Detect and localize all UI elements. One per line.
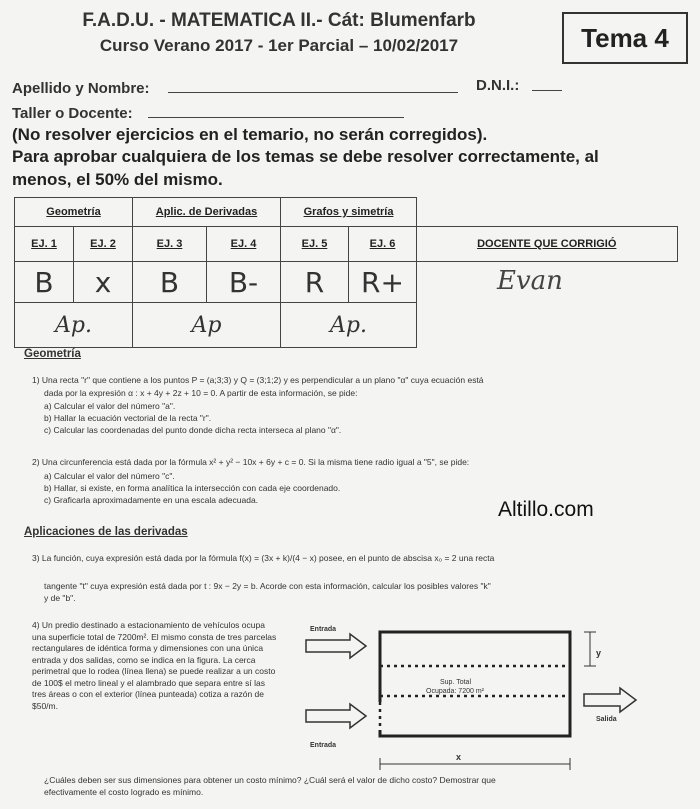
problem-2-c: c) Graficarla aproximadamente en una escala adecuada. (44, 495, 259, 505)
dni-line (532, 90, 562, 91)
mark-ej-3: B (133, 262, 207, 303)
problem-4: 4) Un predio destinado a estacionamiento de vehículos ocupa una superficie total de 7200m². El mismo consta de tres parcelas rectangulares de idéntica forma y dimensiones con una única entrada y dos salidas, como se indica en la figura. La cerca perimetral que lo rodea (línea llena) se puede realizar a un costo de 100$ el metro lineal y el alambrado que separa entre sí las tres áreas o con el exterior (línea punteada) cotiza a razón de $50/m. (32, 620, 277, 711)
apellido-line (168, 92, 458, 93)
problem-4-question-cont: efectivamente el costo logrado es mínimo. (44, 787, 204, 797)
docente-header: DOCENTE QUE CORRIGIÓ (417, 227, 678, 262)
problem-3: 3) La función, cuya expresión está dada por la fórmula f(x) = (3x + k)/(4 − x) posee, en el punto de abscisa x₀ = 2 una recta (32, 553, 495, 563)
exam-header (14, 10, 544, 56)
derivadas-title: Aplicaciones de las derivadas (24, 526, 188, 538)
dim-y-label: y (596, 648, 602, 658)
perimeter-solid (380, 632, 570, 736)
problem-1: 1) Una recta "r" que contiene a los puntos P = (a;3;3) y Q = (3;1;2) y es perpendicular a un plano "α" cuya ecuación está (32, 375, 484, 385)
grades-table (14, 197, 678, 348)
salida-arrow-icon (584, 688, 636, 712)
problem-4-question: ¿Cuáles deben ser sus dimensiones para obtener un costo mínimo? ¿Cuál será el valor de dicho costo? Demostrar que (44, 775, 496, 785)
section-derivadas: Aplic. de Derivadas (133, 198, 281, 227)
ej-2-header: EJ. 2 (74, 227, 133, 262)
mark-ej-6: R+ (349, 262, 417, 303)
ej-1-header: EJ. 1 (15, 227, 74, 262)
entrada-bottom-arrow-icon (306, 704, 366, 728)
section-grafos: Grafos y simetría (281, 198, 417, 227)
warning-aprobar-cont: menos, el 50% del mismo. (12, 170, 223, 189)
mark-ej-4: B- (207, 262, 281, 303)
tema-box: Tema 4 (562, 12, 688, 64)
warning-no-resolver: (No resolver ejercicios en el temario, no serán corregidos). (12, 125, 488, 144)
problem-2-a: a) Calcular el valor del número "c". (44, 471, 175, 481)
problem-3-cont: tangente "t" cuya expresión está dada por t : 9x − 2y = b. Acorde con esta información, calcular los posibles valores "k" (44, 581, 491, 591)
mark-ej-1: B (15, 262, 74, 303)
problem-3-cont2: y de "b". (44, 593, 76, 603)
problem-2: 2) Una circunferencia está dada por la fórmula x² + y² − 10x + 6y + c = 0. Si la misma tiene radio igual a "5", se pide: (32, 457, 470, 467)
dim-x-label: x (456, 752, 462, 762)
problem-1-a: a) Calcular el valor del número "a". (44, 401, 176, 411)
dni-label: D.N.I.: (476, 77, 520, 94)
salida-label: Salida (596, 716, 617, 723)
ej-6-header: EJ. 6 (349, 227, 417, 262)
problem-1-b: b) Hallar la ecuación vectorial de la recta "r". (44, 413, 212, 423)
entrada-bottom-label: Entrada (310, 742, 337, 749)
geometria-title: Geometría (24, 348, 81, 360)
result-grafos: Ap. (281, 303, 417, 348)
watermark-altillo: Altillo.com (498, 498, 594, 521)
header-title: F.A.D.U. - MATEMATICA II.- Cát: Blumenfarb (82, 10, 476, 31)
mark-ej-5: R (281, 262, 349, 303)
ej-5-header: EJ. 5 (281, 227, 349, 262)
docente-signature: Evan (497, 266, 563, 296)
taller-line (148, 117, 404, 118)
taller-label: Taller o Docente: (12, 105, 133, 122)
parking-figure (290, 618, 690, 778)
problem-2-b: b) Hallar, si existe, en forma analítica la intersección con cada eje coordenado. (44, 483, 341, 493)
sup-total-label: Sup. Total (440, 679, 472, 686)
problem-1-cont: dada por la expresión α : x + 4y + 2z + 10 = 0. A partir de esta información, se pide: (44, 388, 358, 398)
result-geometria: Ap. (15, 303, 133, 348)
result-derivadas: Ap (133, 303, 281, 348)
problem-1-c: c) Calcular las coordenadas del punto donde dicha recta interseca al plano "α". (44, 425, 342, 435)
ej-4-header: EJ. 4 (207, 227, 281, 262)
apellido-label: Apellido y Nombre: (12, 80, 150, 97)
warning-aprobar: Para aprobar cualquiera de los temas se debe resolver correctamente, al (12, 147, 599, 166)
ej-3-header: EJ. 3 (133, 227, 207, 262)
header-subtitle: Curso Verano 2017 - 1er Parcial – 10/02/2017 (99, 36, 459, 55)
entrada-top-label: Entrada (310, 626, 337, 633)
entrada-top-arrow-icon (306, 634, 366, 658)
section-geometria: Geometría (15, 198, 133, 227)
sup-ocupada-label: Ocupada: 7200 m² (426, 688, 484, 695)
mark-ej-2: x (74, 262, 133, 303)
